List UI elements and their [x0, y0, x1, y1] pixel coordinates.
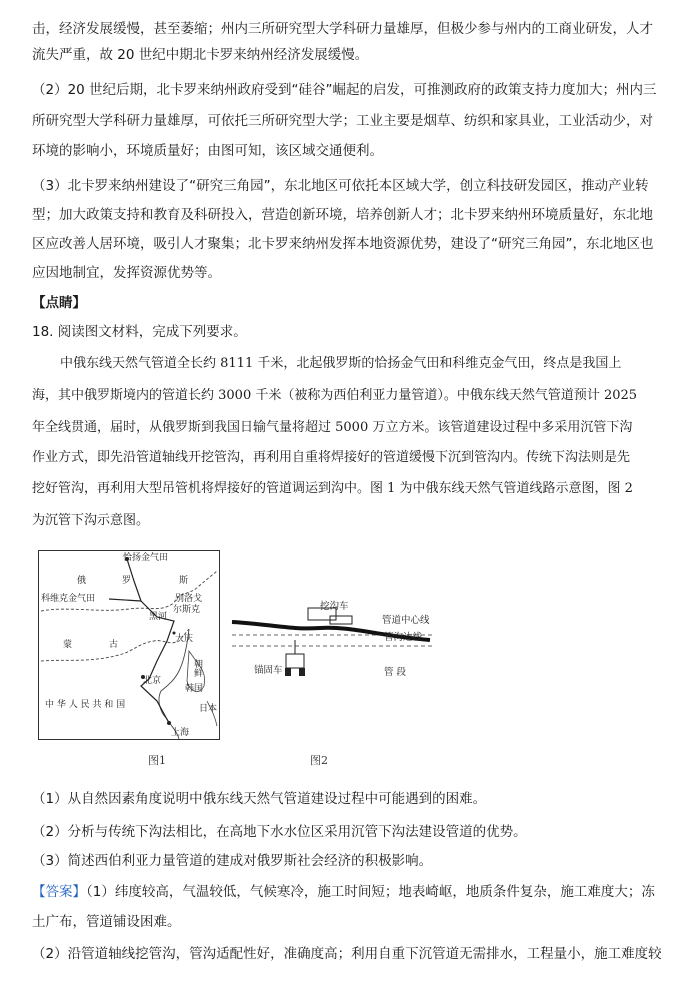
- label-menggu: 古: [109, 640, 119, 650]
- label-chayanjin: 恰扬金气田: [123, 553, 169, 563]
- text-line: 应因地制宜，发挥资源优势等。: [32, 265, 221, 281]
- label-hanguo: 韩国: [185, 684, 204, 694]
- label-kewei: 科维克金气田: [41, 594, 96, 604]
- figure-1-map: [38, 550, 220, 740]
- answer-line: （2）沿管道轴线挖管沟，管沟适配性好，准确度高；利用自重下沉管道无需排水，工程量小，施工难度较: [32, 946, 662, 962]
- anchor-wheel: [285, 668, 291, 676]
- text-line: 击，经济发展缓慢，甚至萎缩；州内三所研究型大学科研力量雄厚，但极少参与州内的工商业研发，人才: [32, 21, 653, 37]
- anchor-vehicle: [286, 654, 304, 668]
- figure-area: [38, 550, 458, 770]
- material-line: 为沉管下沟示意图。: [32, 513, 150, 528]
- question-line: （2）分析与传统下沟法相比，在高地下水水位区采用沉管下沟法建设管道的优势。: [32, 824, 527, 840]
- pipeline-branch: [109, 599, 141, 601]
- label-beijing: 北京: [143, 676, 162, 686]
- question-line: （1）从自然因素角度说明中俄东线天然气管道建设过程中可能遇到的困难。: [32, 791, 487, 807]
- text-line: 区应改善人居环境，吸引人才聚集；北卡罗来纳州发挥本地资源优势，建设了“研究三角园”，东北地区也: [32, 236, 654, 252]
- label-china: 中 华 人 民 共 和 国: [45, 700, 126, 710]
- figure-1-caption: 图1: [148, 754, 166, 767]
- label-daqing: 大庆: [175, 634, 194, 644]
- material-line: 中俄东线天然气管道全长约 8111 千米，北起俄罗斯的恰扬金气田和科维克金气田，终点是我国上: [60, 356, 622, 371]
- label-luo: 罗: [122, 576, 132, 586]
- label-riben: 日本: [199, 704, 218, 714]
- label-shanghai: 上海: [171, 728, 190, 738]
- label-menggu: 蒙: [63, 640, 73, 650]
- material-line: 挖好管沟，再利用大型吊管机将焊接好的管道调运到沟中。图 1 为中俄东线天然气管道线路示意图，图 2: [32, 481, 633, 496]
- material-line: 作业方式，即先沿管道轴线开挖管沟，再利用自重将焊接好的管道缓慢下沉到管沟内。传统下沟法则是先: [32, 450, 631, 465]
- label-wagouche: 挖沟车: [320, 601, 349, 612]
- text-line: （2）20 世纪后期，北卡罗来纳州政府受到“硅谷”崛起的启发，可推测政府的政策支持力度加大；州内三: [32, 82, 657, 98]
- text-line: （3）北卡罗来纳州建设了“研究三角园”，东北地区可依托本区域大学，创立科技研发园区，推动产业转: [32, 178, 649, 194]
- question-line: （3）简述西伯利亚力量管道的建成对俄罗斯社会经济的积极影响。: [32, 853, 433, 869]
- label-pipe-section: 管 段: [384, 667, 407, 678]
- anchor-wheel: [299, 668, 305, 676]
- text-line: 流失严重，故 20 世纪中期北卡罗来纳州经济发展缓慢。: [32, 47, 369, 63]
- answer-tag: 【答案】: [32, 884, 86, 900]
- answer-line: [32, 883, 672, 901]
- pipeline-route: [127, 559, 174, 723]
- material-line: 海，其中俄罗斯境内的管道长约 3000 千米（被称为西伯利亚力量管道）。中俄东线天然气管道预计 2025: [32, 388, 638, 403]
- label-heihe: 黑河: [149, 612, 168, 622]
- text-line: 所研究型大学科研力量雄厚，可依托三所研究型大学；工业主要是烟草、纺织和家具业，工业活动少，对: [32, 113, 653, 129]
- label-anchor-vehicle: 锚固车: [254, 665, 283, 676]
- label-bieluo: 尔斯克: [173, 605, 201, 615]
- answer-line: 土广布，管道铺设困难。: [32, 914, 181, 930]
- question-18-title: 18. 阅读图文材料，完成下列要求。: [32, 324, 247, 340]
- label-chaoxian: 朝鲜: [192, 659, 202, 677]
- material-line: 年全线贯通，届时，从俄罗斯到我国日输气量将超过 5000 万立方米。该管道建设过程中多采用沉管下沟: [32, 420, 633, 435]
- figure-2-caption: 图2: [310, 754, 328, 767]
- dianjing-heading: 【点睛】: [32, 295, 86, 311]
- label-e: 俄: [77, 576, 87, 586]
- label-si: 斯: [179, 576, 189, 586]
- text-line: 型；加大政策支持和教育及科研投入，营造创新环境，培养创新人才；北卡罗来纳州环境质量好，东北地: [32, 207, 653, 223]
- answer-text: （1）纬度较高，气温较低，气候寒冷，施工时间短；地表崎岖，地质条件复杂，施工难度大；冻: [86, 884, 655, 900]
- label-center-line: 管道中心线: [382, 615, 430, 626]
- label-trench-edge: 管沟边线: [384, 632, 423, 643]
- label-bieluo: 别洛戈: [175, 594, 203, 604]
- text-line: 环境的影响小，环境质量好；由图可知，该区域交通便利。: [32, 143, 383, 159]
